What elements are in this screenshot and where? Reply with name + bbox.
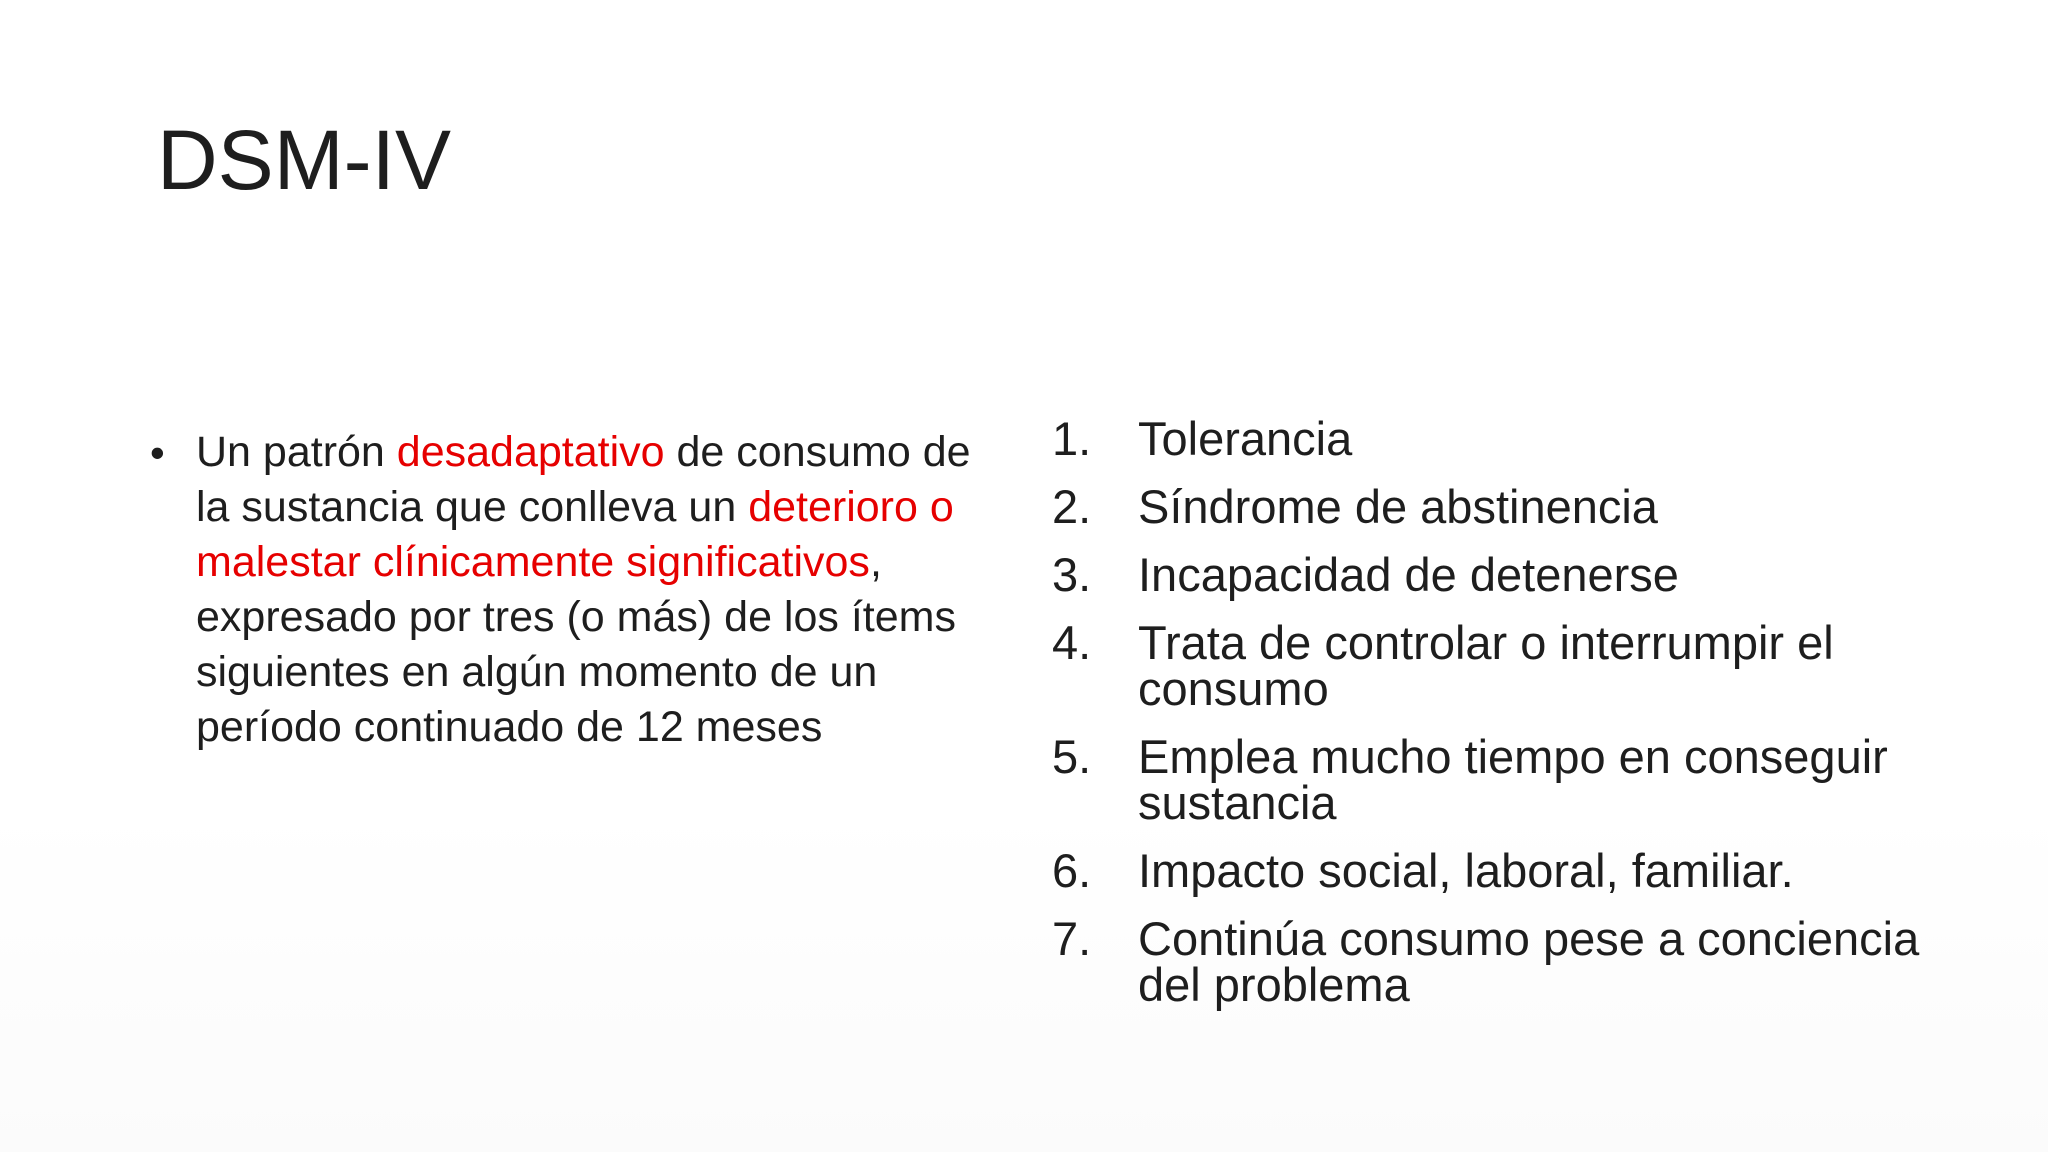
criteria-text: Emplea mucho tiempo en conseguir sustancia	[1138, 730, 1888, 829]
criteria-item	[1052, 412, 1992, 465]
criteria-number: 3.	[1052, 548, 1092, 601]
criteria-item	[1052, 844, 1992, 897]
criteria-text: Síndrome de abstinencia	[1138, 480, 1658, 533]
criteria-item	[1052, 480, 1992, 533]
bullet-text-part: Un patrón	[196, 428, 397, 476]
highlight-deterioro: deterioro o malestar clínicamente significativos	[196, 483, 954, 586]
bullet-item	[150, 425, 1010, 755]
criteria-text: Impacto social, laboral, familiar.	[1138, 844, 1794, 897]
criteria-number: 2.	[1052, 480, 1092, 533]
highlight-desadaptativo: desadaptativo	[396, 428, 665, 476]
criteria-item	[1052, 548, 1992, 601]
criteria-number: 5.	[1052, 730, 1092, 783]
bullet-text-part: , expresado por tres (o más) de los ítems siguientes en algún momento de un período continuado de 12 meses	[196, 538, 956, 751]
criteria-item	[1052, 912, 1992, 1011]
criteria-number: 6.	[1052, 844, 1092, 897]
bullet-text-part: de consumo de la sustancia que conlleva un	[196, 428, 971, 531]
criteria-text: Incapacidad de detenerse	[1138, 548, 1679, 601]
criteria-text: Continúa consumo pese a conciencia del problema	[1138, 912, 1920, 1011]
bullet-dot-icon: •	[150, 429, 165, 476]
criteria-item	[1052, 616, 1992, 715]
slide-title: DSM-IV	[157, 113, 451, 207]
bullet-list	[150, 425, 1010, 755]
criteria-text: Trata de controlar o interrumpir el consumo	[1138, 616, 1834, 715]
criteria-text: Tolerancia	[1138, 412, 1353, 465]
bullet-text	[196, 425, 996, 755]
criteria-number: 4.	[1052, 616, 1092, 669]
criteria-number: 7.	[1052, 912, 1092, 965]
criteria-item	[1052, 730, 1992, 829]
criteria-list	[1052, 412, 1992, 1030]
criteria-number: 1.	[1052, 412, 1092, 465]
